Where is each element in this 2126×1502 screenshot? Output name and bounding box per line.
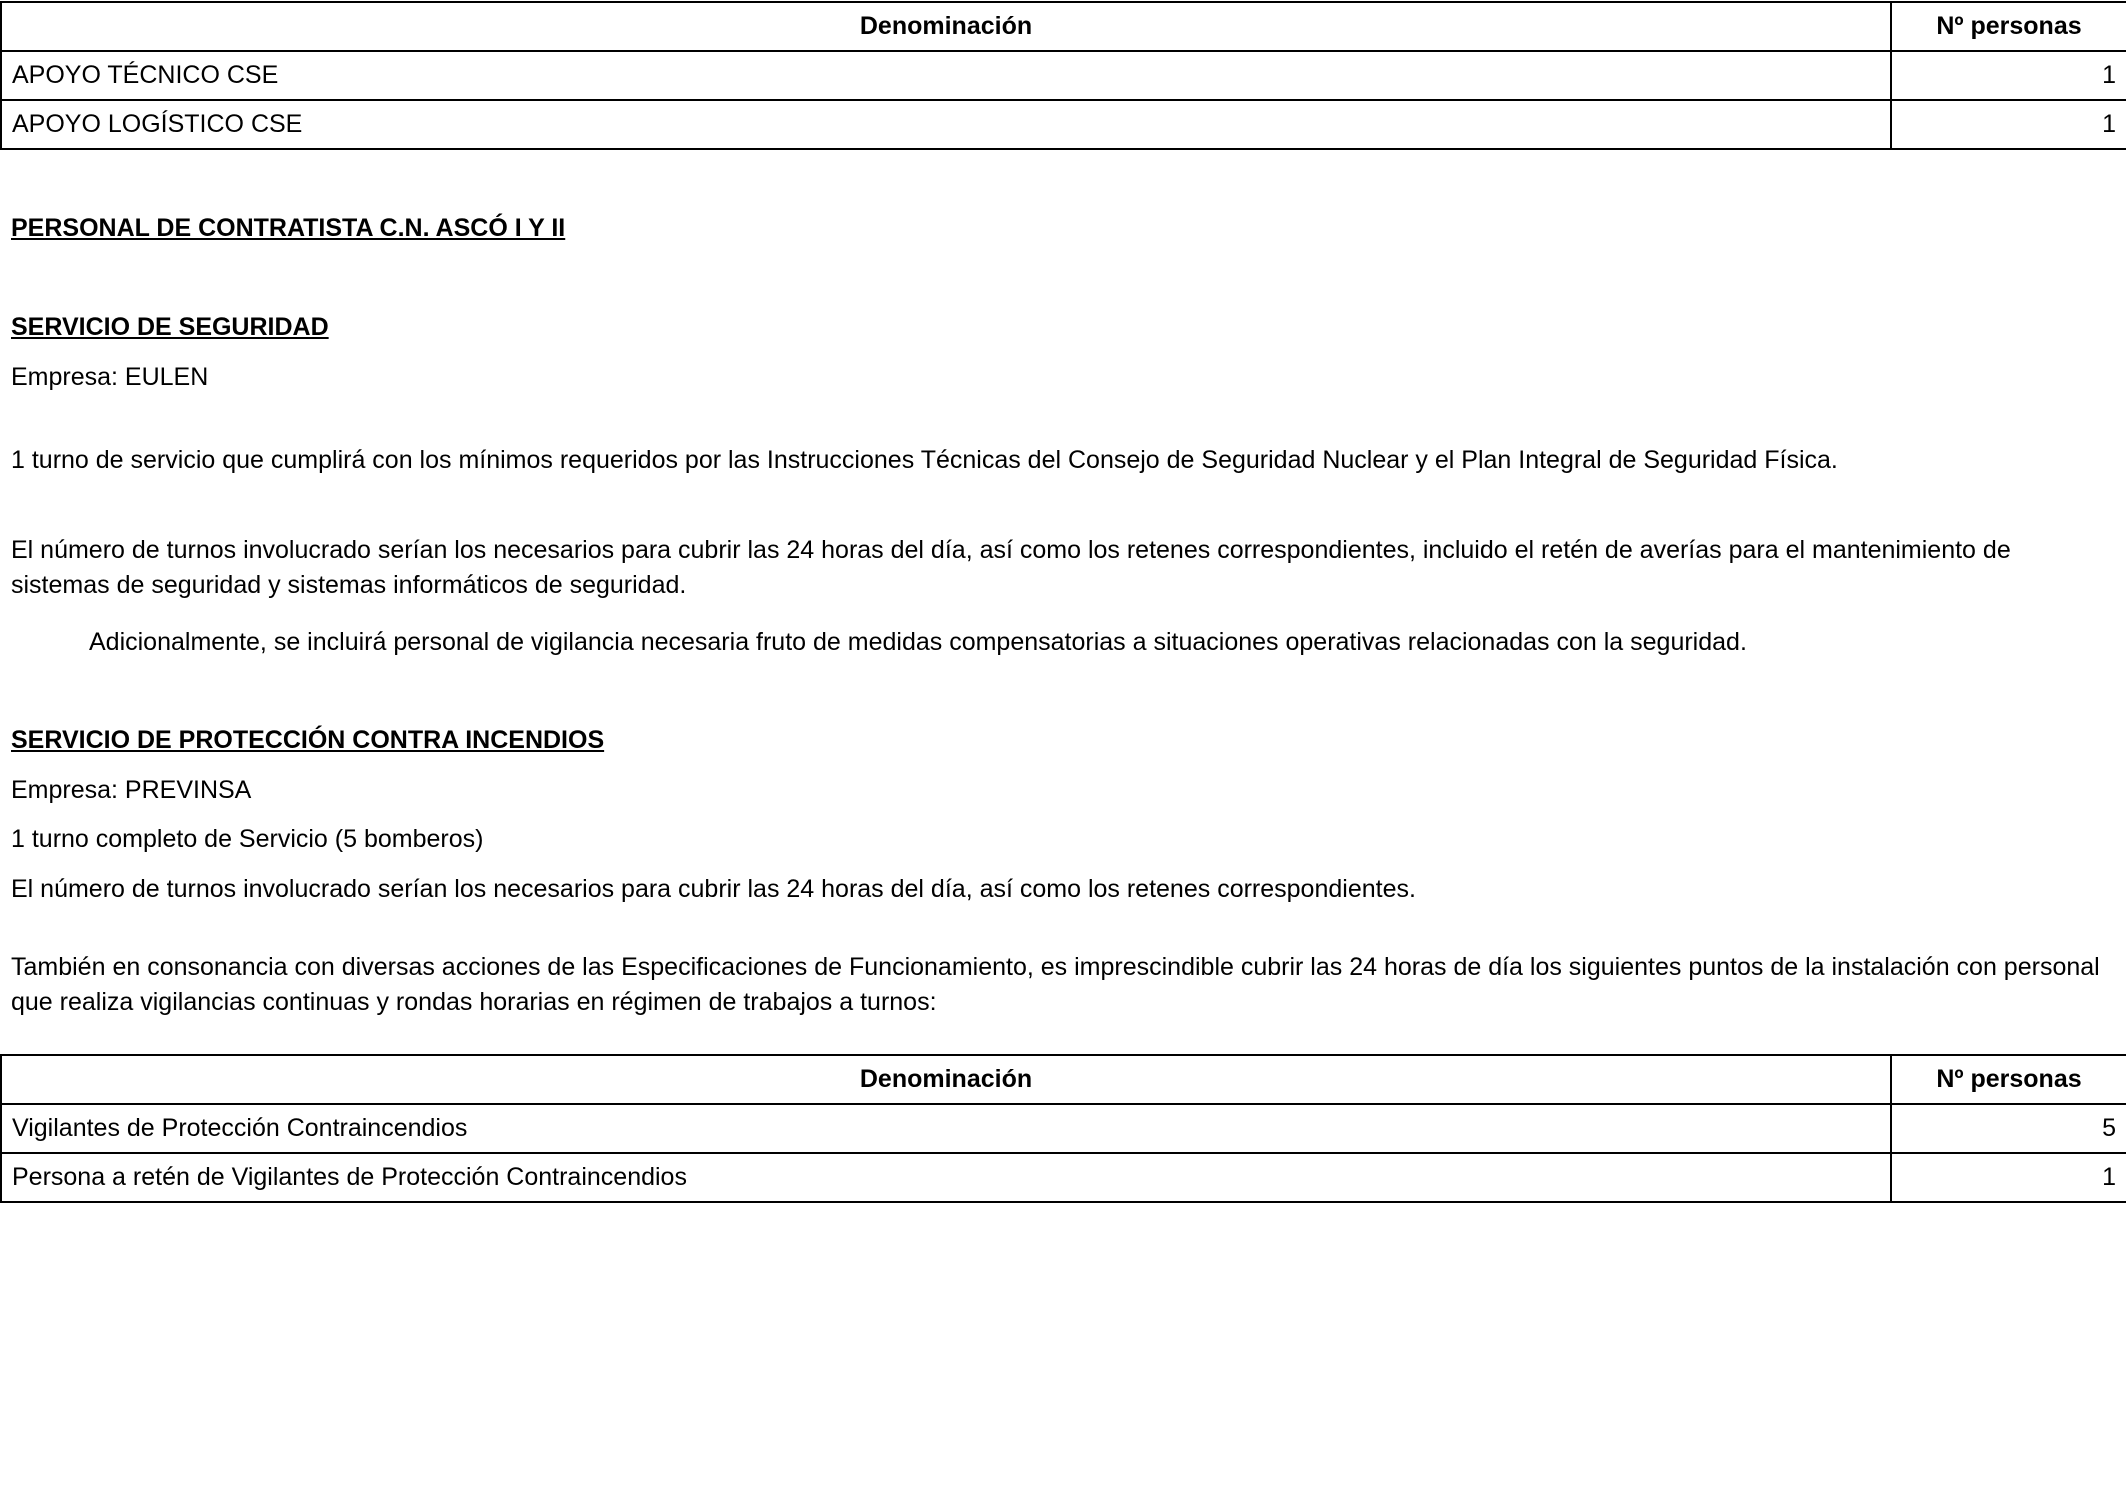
column-header-denominacion: Denominación	[1, 1055, 1891, 1104]
fire-heading: SERVICIO DE PROTECCIÓN CONTRA INCENDIOS	[11, 726, 605, 754]
table-header-row	[1, 2, 2126, 51]
row-name: Persona a retén de Vigilantes de Protección Contraincendios	[1, 1153, 1891, 1202]
fire-paragraph-3: También en consonancia con diversas acciones de las Especificaciones de Funcionamiento, es imprescindible cubrir las 24 horas de día los siguientes puntos de la instalación con personal que realiza vigilancias continuas y rondas horarias en régimen de trabajos a turnos:	[11, 953, 2100, 1016]
column-header-personas: Nº personas	[1891, 2, 2126, 51]
column-header-personas: Nº personas	[1891, 1055, 2126, 1104]
table-row	[1, 51, 2126, 100]
table-row	[1, 100, 2126, 149]
table-row	[1, 1153, 2126, 1202]
row-count: 1	[1891, 51, 2126, 100]
row-count: 1	[1891, 100, 2126, 149]
contractor-heading: PERSONAL DE CONTRATISTA C.N. ASCÓ I Y II	[11, 214, 566, 242]
fire-paragraph-1: 1 turno completo de Servicio (5 bomberos)	[11, 825, 484, 853]
fire-paragraph-2: El número de turnos involucrado serían los necesarios para cubrir las 24 horas del día, así como los retenes correspondientes.	[11, 875, 1416, 903]
staff-table-fire	[0, 1054, 2126, 1203]
staff-table-cse	[0, 1, 2126, 150]
column-header-denominacion: Denominación	[1, 2, 1891, 51]
table-header-row	[1, 1055, 2126, 1104]
row-name: Vigilantes de Protección Contraincendios	[1, 1104, 1891, 1153]
security-heading: SERVICIO DE SEGURIDAD	[11, 313, 329, 341]
fire-company: Empresa: PREVINSA	[11, 776, 252, 804]
row-count: 5	[1891, 1104, 2126, 1153]
security-paragraph-3: Adicionalmente, se incluirá personal de vigilancia necesaria fruto de medidas compensatorias a situaciones operativas relacionadas con la seguridad.	[89, 628, 1747, 656]
security-company: Empresa: EULEN	[11, 363, 209, 391]
security-paragraph-2: El número de turnos involucrado serían los necesarios para cubrir las 24 horas del día, así como los retenes correspondientes, incluido el retén de averías para el mantenimiento de sistemas de seguridad y sistemas informáticos de seguridad.	[11, 536, 2011, 599]
table-row	[1, 1104, 2126, 1153]
row-name: APOYO TÉCNICO CSE	[1, 51, 1891, 100]
row-name: APOYO LOGÍSTICO CSE	[1, 100, 1891, 149]
row-count: 1	[1891, 1153, 2126, 1202]
security-paragraph-1: 1 turno de servicio que cumplirá con los mínimos requeridos por las Instrucciones Técnicas del Consejo de Seguridad Nuclear y el Plan Integral de Seguridad Física.	[11, 446, 1838, 474]
